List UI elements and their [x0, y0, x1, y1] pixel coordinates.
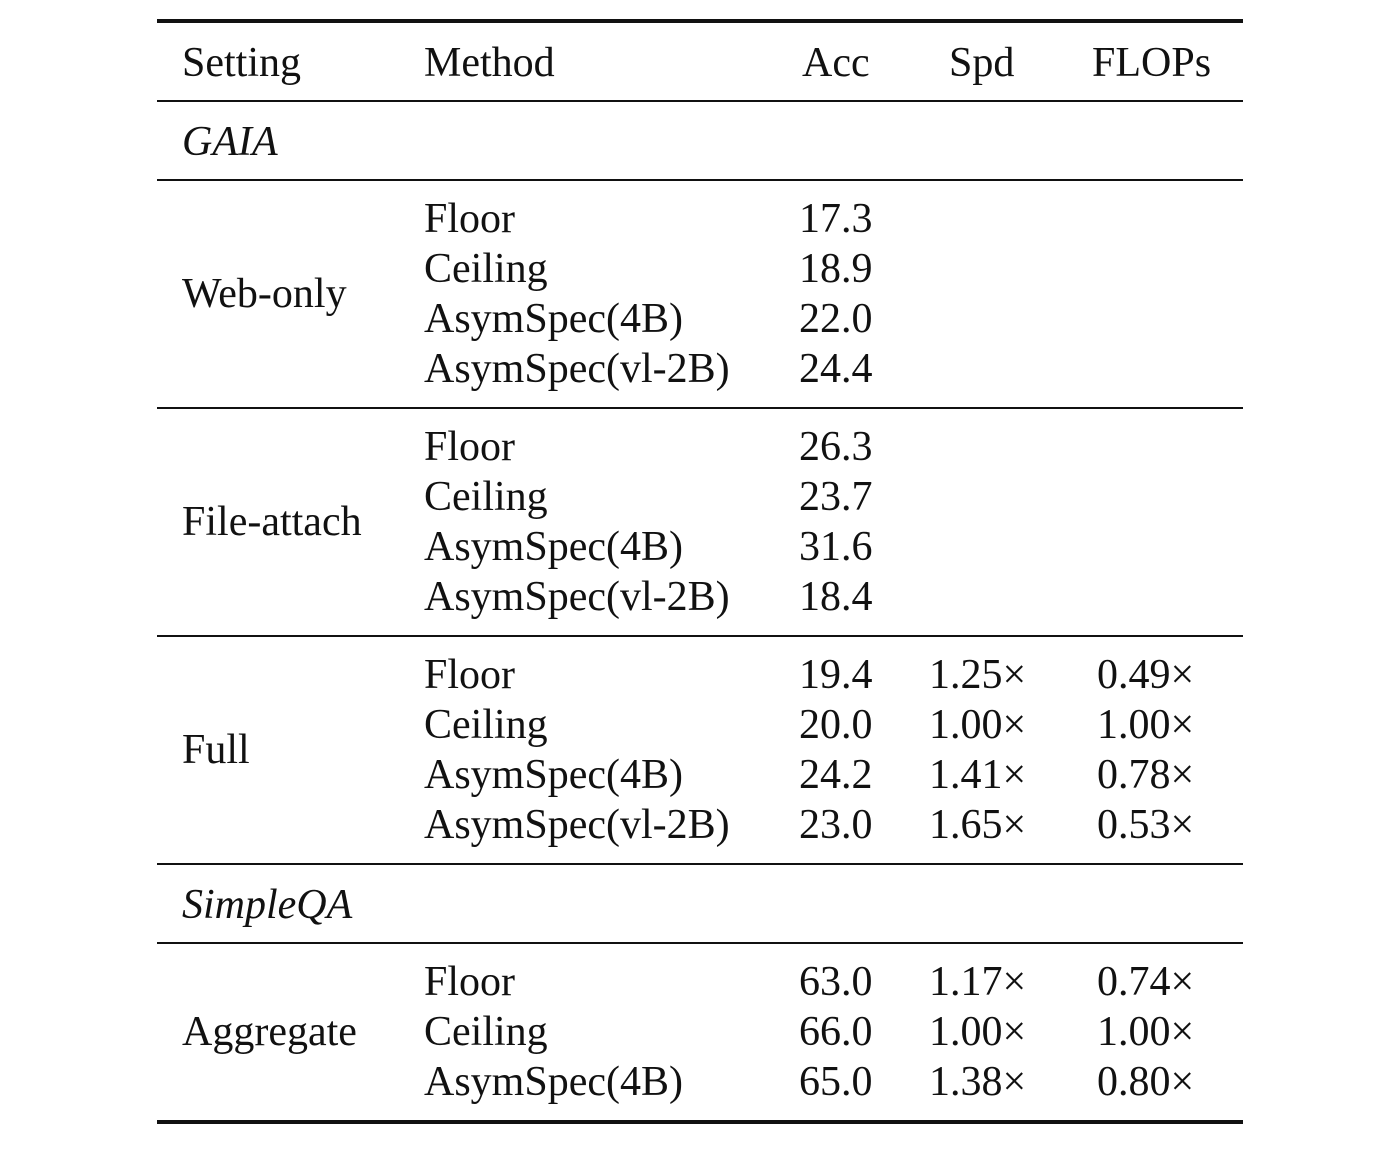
table-row	[157, 344, 1243, 394]
group-web-only	[157, 181, 1243, 407]
group-full	[157, 637, 1243, 863]
table-row	[157, 194, 1243, 244]
setting-label: Web-only	[182, 271, 347, 317]
method-cell: AsymSpec(4B)	[424, 752, 683, 798]
table-row	[157, 244, 1243, 294]
table-row	[157, 522, 1243, 572]
group-aggregate	[157, 944, 1243, 1120]
table-row	[157, 472, 1243, 522]
section-title: GAIA	[182, 119, 278, 165]
acc-cell: 18.9	[799, 246, 873, 292]
table-row	[157, 294, 1243, 344]
spd-cell: 1.00×	[929, 1009, 1027, 1055]
acc-cell: 17.3	[799, 196, 873, 242]
acc-cell: 65.0	[799, 1059, 873, 1105]
method-cell: Ceiling	[424, 702, 548, 748]
header-flops: FLOPs	[1092, 40, 1212, 86]
table-row	[157, 957, 1243, 1007]
flops-cell: 1.00×	[1097, 702, 1195, 748]
header-method: Method	[424, 40, 555, 86]
table-row	[157, 1007, 1243, 1057]
results-table	[157, 19, 1243, 1124]
spd-cell: 1.25×	[929, 652, 1027, 698]
flops-cell: 0.74×	[1097, 959, 1195, 1005]
acc-cell: 63.0	[799, 959, 873, 1005]
acc-cell: 24.2	[799, 752, 873, 798]
method-cell: Floor	[424, 652, 516, 698]
table-row	[157, 650, 1243, 700]
acc-cell: 31.6	[799, 524, 873, 570]
method-cell: AsymSpec(4B)	[424, 1059, 683, 1105]
method-cell: AsymSpec(4B)	[424, 296, 683, 342]
table-header	[157, 23, 1243, 100]
group-file-attach	[157, 409, 1243, 635]
spd-cell: 1.00×	[929, 702, 1027, 748]
method-cell: AsymSpec(vl-2B)	[424, 346, 730, 392]
bottom-rule	[157, 1120, 1243, 1124]
setting-label: Full	[182, 727, 250, 773]
table-row	[157, 572, 1243, 622]
acc-cell: 23.0	[799, 802, 873, 848]
acc-cell: 26.3	[799, 424, 873, 470]
header-spd: Spd	[949, 40, 1015, 86]
method-cell: Ceiling	[424, 246, 548, 292]
method-cell: AsymSpec(vl-2B)	[424, 802, 730, 848]
acc-cell: 20.0	[799, 702, 873, 748]
method-cell: Floor	[424, 959, 516, 1005]
table-row	[157, 422, 1243, 472]
table-row	[157, 750, 1243, 800]
acc-cell: 66.0	[799, 1009, 873, 1055]
spd-cell: 1.65×	[929, 802, 1027, 848]
setting-label: File-attach	[182, 499, 362, 545]
acc-cell: 18.4	[799, 574, 873, 620]
table-row	[157, 800, 1243, 850]
method-cell: Ceiling	[424, 474, 548, 520]
flops-cell: 0.80×	[1097, 1059, 1195, 1105]
flops-cell: 0.49×	[1097, 652, 1195, 698]
header-setting: Setting	[182, 40, 302, 86]
spd-cell: 1.17×	[929, 959, 1027, 1005]
acc-cell: 24.4	[799, 346, 873, 392]
acc-cell: 19.4	[799, 652, 873, 698]
table-row	[157, 700, 1243, 750]
section-title: SimpleQA	[182, 882, 353, 928]
flops-cell: 1.00×	[1097, 1009, 1195, 1055]
section-gaia	[157, 102, 1243, 179]
spd-cell: 1.41×	[929, 752, 1027, 798]
method-cell: Floor	[424, 196, 516, 242]
acc-cell: 22.0	[799, 296, 873, 342]
method-cell: Ceiling	[424, 1009, 548, 1055]
method-cell: Floor	[424, 424, 516, 470]
flops-cell: 0.53×	[1097, 802, 1195, 848]
method-cell: AsymSpec(4B)	[424, 524, 683, 570]
table-row	[157, 1057, 1243, 1107]
header-acc: Acc	[802, 40, 870, 86]
acc-cell: 23.7	[799, 474, 873, 520]
method-cell: AsymSpec(vl-2B)	[424, 574, 730, 620]
spd-cell: 1.38×	[929, 1059, 1027, 1105]
section-simpleqa	[157, 865, 1243, 942]
setting-label: Aggregate	[182, 1009, 357, 1055]
flops-cell: 0.78×	[1097, 752, 1195, 798]
